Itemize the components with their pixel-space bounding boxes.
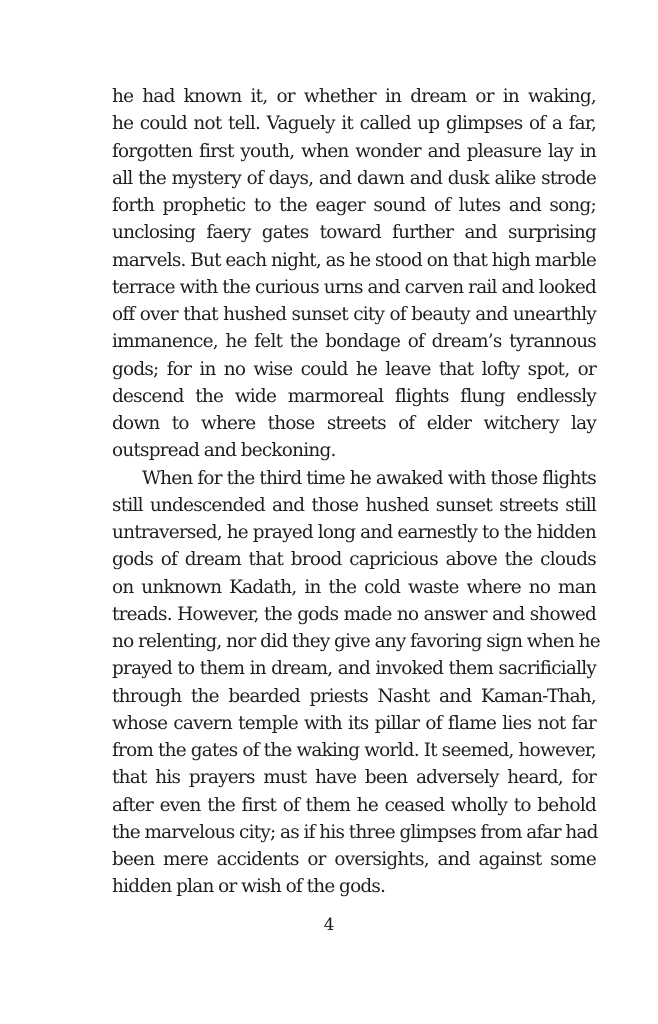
text-line: prayed to them in dream, and invoked them sacrificially xyxy=(112,658,596,680)
text-line: no relenting, nor did they give any favoring sign when he xyxy=(112,631,600,652)
text-line: on unknown Kadath, in the cold waste where no man xyxy=(112,576,596,598)
text-line: off over that hushed sunset city of beauty and unearthly xyxy=(112,304,596,325)
text-line: immanence, he felt the bondage of dream’s tyrannous xyxy=(112,331,596,353)
text-line: forgotten first youth, when wonder and pleasure lay in xyxy=(112,140,596,162)
paragraph-2 xyxy=(112,465,600,901)
text-line: been mere accidents or oversights, and against some xyxy=(112,849,596,870)
text-line: hidden plan or wish of the gods. xyxy=(112,876,386,898)
text-line: When for the third time he awaked with those flights xyxy=(142,467,596,489)
text-line: all the mystery of days, and dawn and dusk alike strode xyxy=(112,167,596,189)
text-line: descend the wide marmoreal flights flung endlessly xyxy=(112,385,596,407)
text-line: whose cavern temple with its pillar of flame lies not far xyxy=(112,712,596,734)
text-line: from the gates of the waking world. It seemed, however, xyxy=(112,740,596,761)
text-line: untraversed, he prayed long and earnestly to the hidden xyxy=(112,522,596,543)
text-line: marvels. But each night, as he stood on that high marble xyxy=(112,249,596,271)
text-line: he could not tell. Vaguely it called up glimpses of a far, xyxy=(112,113,596,135)
page-body xyxy=(112,83,600,901)
paragraph-1 xyxy=(112,83,596,465)
text-line: forth prophetic to the eager sound of lutes and song; xyxy=(112,195,596,216)
text-line: through the bearded priests Nasht and Kaman-Thah, xyxy=(112,685,596,707)
text-line: still undescended and those hushed sunset streets still xyxy=(112,494,596,516)
text-line: he had known it, or whether in dream or in waking, xyxy=(112,86,596,107)
text-line: unclosing faery gates toward further and surprising xyxy=(112,222,596,244)
text-line: gods; for in no wise could he leave that lofty spot, or xyxy=(112,358,596,380)
text-line: down to where those streets of elder witchery lay xyxy=(112,413,596,434)
page-number: 4 xyxy=(323,915,335,935)
text-line: gods of dream that brood capricious above the clouds xyxy=(112,549,596,571)
text-line: the marvelous city; as if his three glimpses from afar had xyxy=(112,821,598,843)
text-line: outspread and beckoning. xyxy=(112,440,336,462)
text-line: that his prayers must have been adversely heard, for xyxy=(112,767,596,789)
text-line: after even the first of them he ceased wholly to behold xyxy=(112,794,596,816)
text-line: treads. However, the gods made no answer and showed xyxy=(112,603,596,625)
text-line: terrace with the curious urns and carven rail and looked xyxy=(112,276,596,298)
